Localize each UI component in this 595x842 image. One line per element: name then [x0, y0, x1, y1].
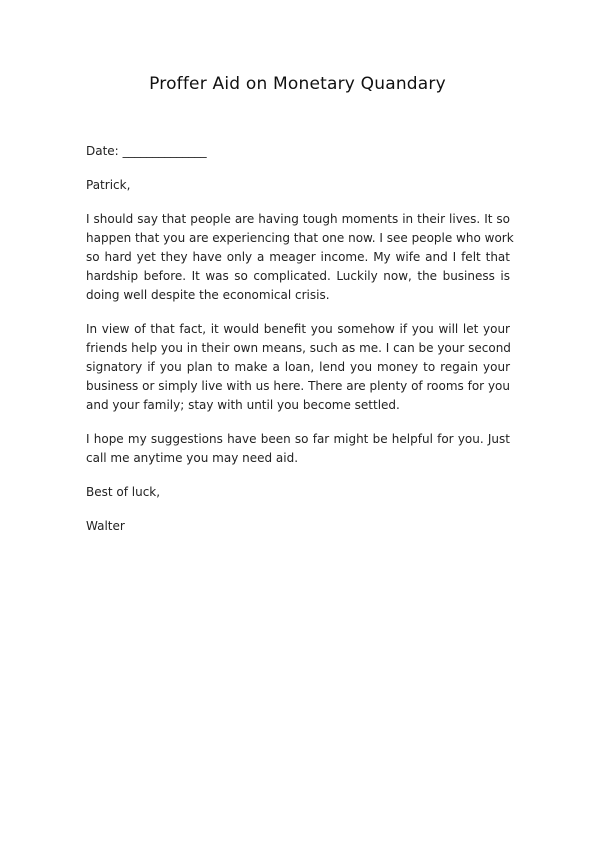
salutation: Patrick,	[86, 178, 131, 192]
date-blank: ______________	[122, 144, 207, 158]
paragraph-line: and your family; stay with until you become settled.	[86, 398, 400, 412]
paragraph-line: call me anytime you may need aid.	[86, 451, 299, 465]
paragraph-line: I hope my suggestions have been so far might be helpful for you. Just	[86, 432, 510, 446]
paragraph-line: friends help you in their own means, such as me. I can be your second	[86, 341, 511, 355]
paragraph-3	[86, 430, 510, 468]
document-title: Proffer Aid on Monetary Quandary	[149, 74, 446, 94]
paragraph-line: signatory if you plan to make a loan, lend you money to regain your	[86, 360, 510, 374]
closing: Best of luck,	[86, 485, 161, 499]
paragraph-line: I should say that people are having tough moments in their lives. It so	[86, 212, 510, 226]
paragraph-line: hardship before. It was so complicated. Luckily now, the business is	[86, 269, 510, 283]
date-line	[86, 142, 510, 161]
paragraph-line: In view of that fact, it would benefit you somehow if you will let your	[86, 322, 510, 336]
paragraph-line: happen that you are experiencing that one now. I see people who work	[86, 231, 514, 245]
letter-body	[86, 142, 514, 551]
signature: Walter	[86, 519, 125, 533]
date-label: Date:	[86, 144, 119, 158]
paragraph-line: doing well despite the economical crisis.	[86, 288, 330, 302]
paragraph-line: business or simply live with us here. There are plenty of rooms for you	[86, 379, 510, 393]
paragraph-2	[86, 320, 510, 415]
paragraph-line: so hard yet they have only a meager income. My wife and I felt that	[86, 250, 510, 264]
paragraph-1	[86, 210, 514, 305]
